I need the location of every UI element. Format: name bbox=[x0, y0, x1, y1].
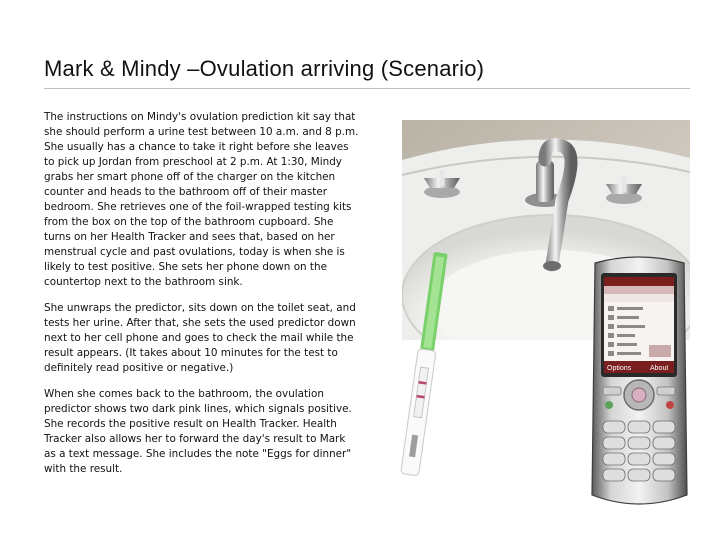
paragraph-3: When she comes back to the bathroom, the ovulation predictor shows two dark pink lines, which signals positive. She records the positive result on Health Tracker. Health Tracker also allows her to forward the day's result to Mark as a text message. She includes the note "Eggs for dinner" with the result. bbox=[44, 388, 352, 475]
softkey-about: About bbox=[650, 365, 669, 372]
ovulation-test-strip bbox=[392, 250, 462, 480]
slide-title: Mark & Mindy –Ovulation arriving (Scenario) bbox=[44, 56, 485, 81]
paragraph-2: She unwraps the predictor, sits down on the toilet seat, and tests her urine. After that, she sets the used predictor down next to her cell phone and goes to check the mail while the result appears. (It takes about 10 minutes for the test to definitely read positive or negative.) bbox=[44, 302, 356, 374]
scenario-text bbox=[44, 110, 359, 488]
title-divider bbox=[44, 88, 690, 89]
softkey-options: Options bbox=[607, 365, 632, 372]
smart-phone bbox=[587, 255, 692, 512]
paragraph-1: The instructions on Mindy's ovulation prediction kit say that she should perform a urine test between 10 a.m. and 8 p.m. She usually has a chance to take it right before she leaves to pick up Jordan from preschool at 2 p.m. At 1:30, Mindy grabs her smart phone off of the charger on the kitchen counter and heads to the bathroom off of their master bedroom. She retrieves one of the foil-wrapped testing kits from the box on the top of the bathroom cupboard. She turns on her Health Tracker and sees that, based on her menstrual cycle and past ovulations, today is when she is likely to test positive. She sets her phone down on the countertop next to the bathroom sink. bbox=[44, 111, 359, 288]
